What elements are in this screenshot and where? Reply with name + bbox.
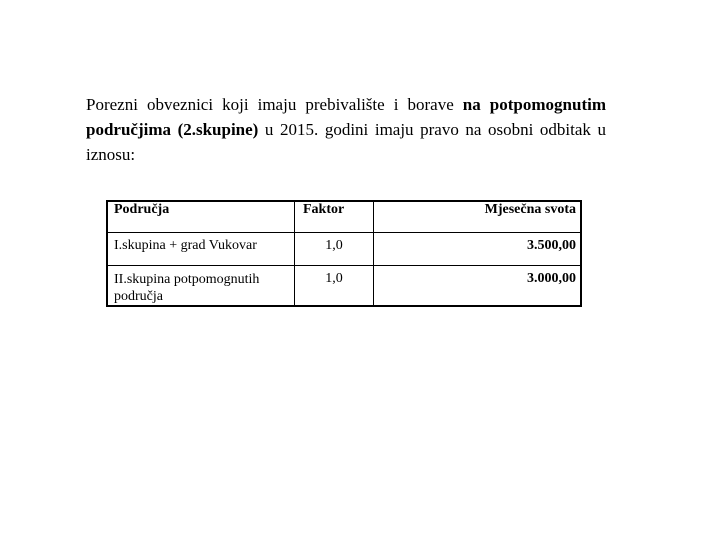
factor-cell: 1,0 [295,265,374,306]
intro-text-part1: Porezni obveznici koji imaju prebivalište i borave [86,95,463,114]
amount-cell: 3.000,00 [374,265,582,306]
header-monthly-amount: Mjesečna svota [374,201,582,232]
table-row [107,265,581,306]
deduction-table [106,200,582,307]
table-header-row [107,201,581,232]
amount-cell: 3.500,00 [374,232,582,265]
intro-paragraph [86,92,606,167]
header-factor: Faktor [295,201,374,232]
header-areas: Područja [107,201,295,232]
area-cell: I.skupina + grad Vukovar [107,232,295,265]
intro-text-bold: na potpomognutim područjima (2.skupine) [86,95,606,139]
intro-text-part3: u 2015. godini imaju pravo na osobni odbitak u iznosu: [86,120,606,164]
table-row [107,232,581,265]
area-cell: II.skupina potpomognutih područja [107,265,295,306]
factor-cell: 1,0 [295,232,374,265]
